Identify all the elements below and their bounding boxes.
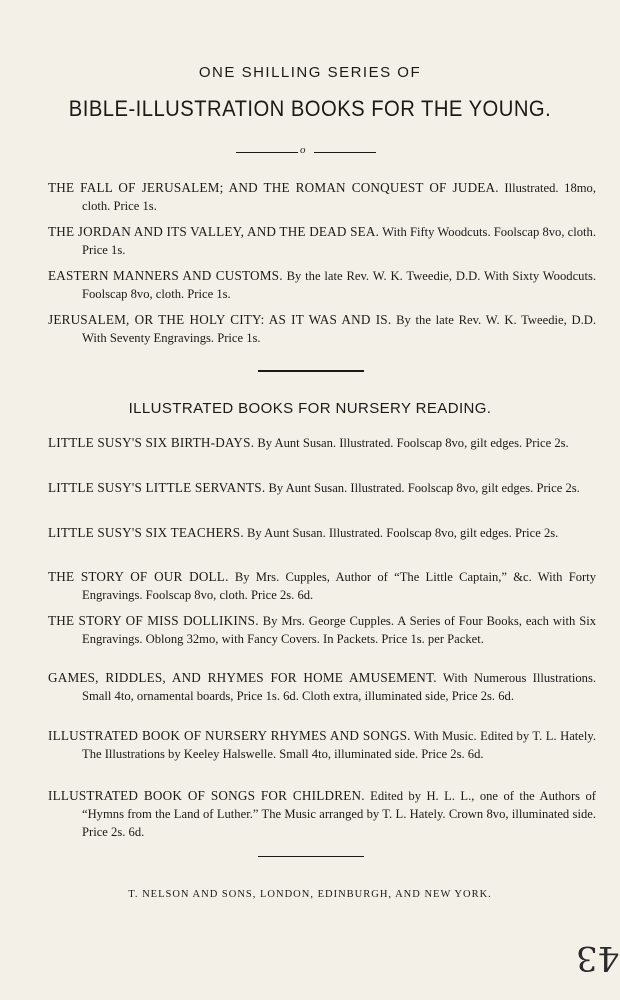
book-details: By Mrs. George Cupples. A Series of Four Books, each with Six Engravings. Oblong 32mo, with Fancy Covers. In Packets. Price 1s. per Packet. — [82, 614, 596, 646]
book-entry — [48, 669, 596, 705]
book-title: LITTLE SUSY'S SIX TEACHERS. — [48, 525, 244, 540]
book-details: Edited by H. L. L., one of the Authors of “Hymns from the Land of Luther.” The Music arranged by T. L. Hately. Crown 8vo, illuminated side. Price 2s. 6d. — [82, 789, 596, 839]
series-heading: ONE SHILLING SERIES OF — [198, 64, 422, 81]
book-details: By Mrs. Cupples, Author of “The Little Captain,” &c. With Forty Engravings. Foolscap 8vo, cloth. Price 2s. 6d. — [82, 570, 597, 602]
section-rule — [258, 370, 364, 372]
book-title: ILLUSTRATED BOOK OF NURSERY RHYMES AND SONGS. — [48, 728, 411, 743]
divider-line-right — [314, 152, 376, 153]
book-title: JERUSALEM, OR THE HOLY CITY: AS IT WAS AND IS. — [48, 312, 392, 327]
book-title: THE JORDAN AND ITS VALLEY, AND THE DEAD SEA. — [48, 224, 380, 239]
divider-line-left — [236, 152, 298, 153]
book-entry — [48, 311, 596, 347]
book-details: With Numerous Illustrations. Small 4to, ornamental boards, Price 1s. 6d. Cloth extra, illuminated side, Price 2s. 6d. — [82, 671, 596, 703]
book-entry — [48, 223, 596, 259]
book-entry — [48, 568, 596, 604]
book-title: LITTLE SUSY'S SIX BIRTH-DAYS. — [48, 435, 255, 450]
book-details: By Aunt Susan. Illustrated. Foolscap 8vo, gilt edges. Price 2s. — [257, 436, 569, 450]
book-details: With Fifty Woodcuts. Foolscap 8vo, cloth. Price 1s. — [82, 225, 596, 257]
book-details: By the late Rev. W. K. Tweedie, D.D. With Sixty Woodcuts. Foolscap 8vo, cloth. Price 1s. — [82, 269, 596, 301]
book-title: LITTLE SUSY'S LITTLE SERVANTS. — [48, 480, 266, 495]
footer-rule — [258, 856, 364, 857]
book-title: THE STORY OF OUR DOLL. — [48, 569, 229, 584]
book-entry — [48, 727, 596, 763]
section-heading-nursery: ILLUSTRATED BOOKS FOR NURSERY READING. — [128, 400, 492, 417]
book-entry — [48, 479, 596, 497]
pencil-margin-note: 43 — [576, 938, 620, 978]
book-title: GAMES, RIDDLES, AND RHYMES FOR HOME AMUSEMENT. — [48, 670, 437, 685]
publisher-footer: T. NELSON AND SONS, LONDON, EDINBURGH, AND NEW YORK. — [128, 889, 492, 900]
book-entry — [48, 179, 596, 215]
book-title: THE STORY OF MISS DOLLIKINS. — [48, 613, 259, 628]
page-title: BIBLE-ILLUSTRATION BOOKS FOR THE YOUNG. — [68, 96, 552, 121]
book-title: THE FALL OF JERUSALEM; AND THE ROMAN CONQUEST OF JUDEA. — [48, 180, 499, 195]
ornament-divider — [236, 144, 376, 157]
book-details: By the late Rev. W. K. Tweedie, D.D. With Seventy Engravings. Price 1s. — [82, 313, 596, 345]
divider-ornament: o — [300, 144, 306, 156]
book-entry — [48, 787, 596, 841]
book-entry — [48, 524, 596, 542]
book-entry — [48, 267, 596, 303]
book-details: With Music. Edited by T. L. Hately. The Illustrations by Keeley Halswelle. Small 4to, illuminated side. Price 2s. 6d. — [82, 729, 597, 761]
book-entry — [48, 612, 596, 648]
book-details: Illustrated. 18mo, cloth. Price 1s. — [82, 181, 596, 213]
book-details: By Aunt Susan. Illustrated. Foolscap 8vo, gilt edges. Price 2s. — [268, 481, 580, 495]
book-title: EASTERN MANNERS AND CUSTOMS. — [48, 268, 283, 283]
book-entry — [48, 434, 596, 452]
book-title: ILLUSTRATED BOOK OF SONGS FOR CHILDREN. — [48, 788, 365, 803]
book-details: By Aunt Susan. Illustrated. Foolscap 8vo, gilt edges. Price 2s. — [247, 526, 559, 540]
